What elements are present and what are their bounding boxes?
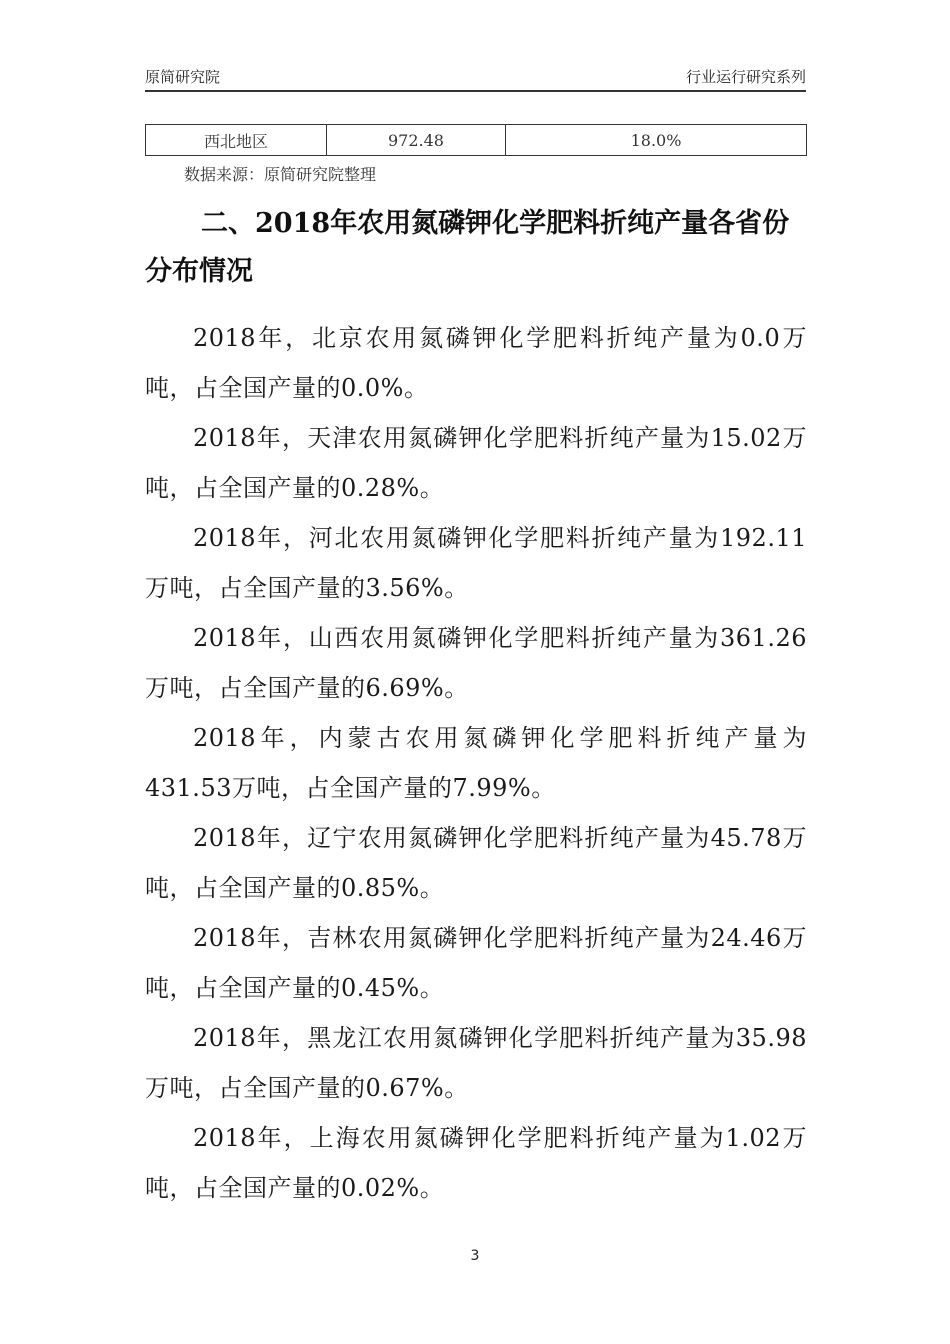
page-number: 3 [470, 1248, 480, 1264]
table-cell-value: 972.48 [327, 125, 506, 156]
table-row [146, 125, 807, 156]
header-publisher: 原简研究院 [145, 68, 221, 86]
table-cell-share: 18.0% [506, 125, 807, 156]
paragraph: 2018年，吉林农用氮磷钾化学肥料折纯产量为24.46万吨，占全国产量的0.45%。 [145, 924, 807, 1002]
header-divider [145, 90, 806, 92]
paragraph: 2018年，天津农用氮磷钾化学肥料折纯产量为15.02万吨，占全国产量的0.28%。 [145, 424, 807, 502]
region-table [145, 124, 807, 156]
page-header [145, 66, 806, 90]
paragraph: 2018年，河北农用氮磷钾化学肥料折纯产量为192.11万吨，占全国产量的3.56%。 [145, 524, 807, 602]
paragraph: 2018年，山西农用氮磷钾化学肥料折纯产量为361.26万吨，占全国产量的6.69%。 [145, 624, 807, 702]
body-text [145, 313, 807, 1213]
paragraph: 2018年，内蒙古农用氮磷钾化学肥料折纯产量为431.53万吨，占全国产量的7.99%。 [145, 724, 807, 802]
header-series: 行业运行研究系列 [685, 68, 806, 86]
table-cell-region: 西北地区 [146, 125, 327, 156]
section-heading: 二、2018年农用氮磷钾化学肥料折纯产量各省份分布情况 [145, 208, 790, 287]
paragraph: 2018年，北京农用氮磷钾化学肥料折纯产量为0.0万吨，占全国产量的0.0%。 [145, 324, 807, 402]
source-note: 数据来源：原简研究院整理 [184, 165, 377, 184]
paragraph: 2018年，辽宁农用氮磷钾化学肥料折纯产量为45.78万吨，占全国产量的0.85%。 [145, 824, 807, 902]
paragraph: 2018年，黑龙江农用氮磷钾化学肥料折纯产量为35.98万吨，占全国产量的0.67%。 [145, 1024, 807, 1102]
paragraph: 2018年，上海农用氮磷钾化学肥料折纯产量为1.02万吨，占全国产量的0.02%。 [145, 1124, 807, 1202]
